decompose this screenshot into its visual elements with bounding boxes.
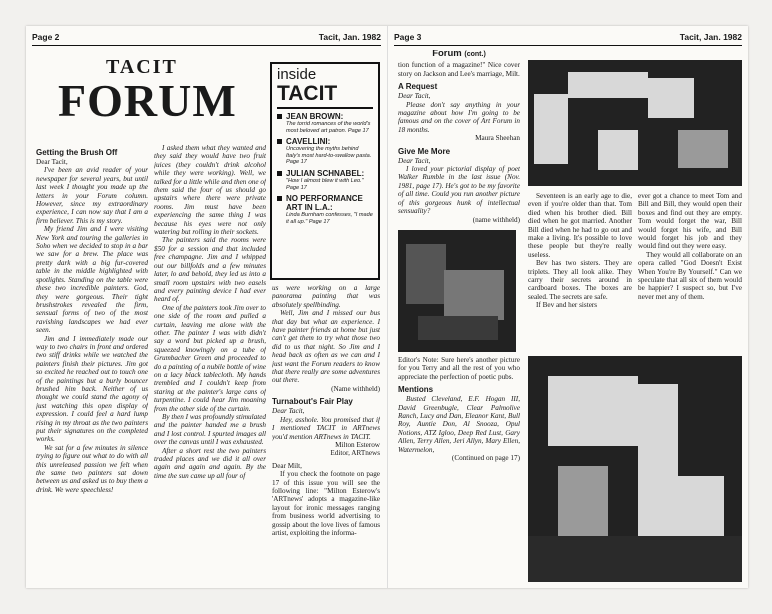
letter-paragraph: After a short rest the two painters traded places and we did it all over again and again and again. By the time the sun came up all four of <box>154 446 266 480</box>
inside-item-name: JEAN BROWN: <box>286 112 344 121</box>
page-number: Page 3 <box>394 32 422 42</box>
signature-title: Editor, ARTnews <box>330 449 380 458</box>
letter-paragraph: I asked them what they wanted and they said they would have two fruit juices (they couldn't drink alcohol while they were working). Well, we talked for a little while and then one of them said the four of us should go upstairs where there were private rooms. Jim must have been experiencing the same thing I was because his eyes were not only watering but rolling in their sockets. <box>154 144 266 237</box>
inside-item-desc: Uncovering the myths behind Italy's most hard-to-swallow pasta. Page 17 <box>286 146 372 166</box>
sisters-photo <box>528 356 742 582</box>
inside-item-name: JULIAN SCHNABEL: <box>286 168 365 178</box>
letter-paragraph: tion function of a magazine!" Nice cover story on Jackson and Lee's marriage, Milt. <box>398 61 520 78</box>
letter-paragraph: One of the painters took Jim over to one side of the room and pulled a curtain, leaving me alone with the other. The painter I was with didn't say a word but picked up a brush, squeezed knowingly on a tube of Grumbacher Green and proceeded to do a painting of a nubile bottle of wine on a lacy black tablecloth. My hands trembled and I couldn't keep from staring at the painter's large cans of turpentine. I could hear Jim moaning from the other side of the curtain. <box>154 303 266 413</box>
poet-photo <box>398 230 516 352</box>
header-rule <box>394 45 742 46</box>
inside-tacit-box <box>270 62 380 280</box>
letter-paragraph: Well, Jim and I missed our bus that day but what an experience. I have painter friends at home but just can't get them to try what those two did to us that night. So Jim and I head back as often as we can and I just want the Forum readers to know that there really are some adventures out there. <box>272 309 380 385</box>
story-paragraph: They would all collaborate on an opera called "God Doesn't Exist When You're By Yourself." Can we speculate that all six of them would be happier? I suspect so, but I've never met any of them. <box>638 250 742 301</box>
letter-heading: Give Me More <box>398 146 451 156</box>
signature: Maura Sheehan <box>475 134 520 143</box>
column-5 <box>528 192 632 354</box>
masthead-forum: FORUM <box>58 75 237 126</box>
inside-item <box>277 112 373 134</box>
letter-paragraph: us were working on a large panorama painting that was absolutely spellbinding. <box>272 284 380 309</box>
letter-heading: A Request <box>398 82 438 92</box>
letter-paragraph: If you check the footnote on page 17 of this issue you will see the following line: "Milton Esterow's 'ARTnews' adopts a magazine-like layout for ironic messages ranging from business world advertising to gossip about the love lives of famous artist, exploiting the informa- <box>272 470 380 537</box>
square-bullet-icon <box>277 171 282 176</box>
salutation: Dear Tacit, <box>398 92 431 101</box>
inside-item <box>277 169 373 191</box>
inside-item-name: NO PERFORMANCE ART IN L.A.: <box>286 194 363 213</box>
letter-paragraph: Hey, asshole. You promised that if I mentioned TACIT in ARTnews you'd mention ARTnews in TACIT. <box>272 415 380 441</box>
page-number: Page 2 <box>32 32 60 42</box>
newspaper-spread <box>26 26 748 588</box>
column-2 <box>154 144 266 584</box>
inside-item-name: CAVELLINI: <box>286 137 331 147</box>
masthead <box>36 50 268 142</box>
story-paragraph: ever got a chance to meet Tom and Bill and Bill, they would open their boxes and find out they are empty. Tom would forget the war, Bill would forget his wife, and Bill would forget his job and they would find out they were easy. <box>638 192 742 251</box>
column-1 <box>36 144 148 584</box>
header-rule <box>32 45 381 46</box>
page-3 <box>387 26 748 588</box>
salutation: Dear Tacit, <box>398 156 431 165</box>
column-4 <box>398 50 520 584</box>
story-paragraph: Bev has two sisters. They are triplets. They all look alike. They carry their secrets around in cardboard boxes. The boxes are sealed. The secrets are safe. <box>528 259 632 301</box>
inside-item-desc: The torrid romances of the world's most beloved art patron. Page 17 <box>286 121 371 134</box>
dancers-photo <box>528 60 742 186</box>
square-bullet-icon <box>277 196 282 201</box>
continued-note: (Continued on page 17) <box>451 453 520 462</box>
story-paragraph: Seventeen is an early age to die, even if you're older than that. Tom died when his brother died. Bill died when he got married. Another Bill died when he had to go out and make a living. It's possible to love these people but they're really useless. <box>528 192 632 259</box>
inside-item-desc: "How I almost blew it with Leo." Page 17 <box>286 177 364 191</box>
letter-paragraph: Please don't say anything in your magazine about how I'm going to be famous and on the cover of Art Forum in 18 months. <box>398 100 520 134</box>
letter-paragraph: Jim and I immediately made our way to two chairs in front and ordered two stiff drinks while we watched the painters finish their pictures. Jim got so excited he reached out to touch one of the paintings but a burly bouncer brushed him back. Neither of us thought we could stand the agony of just watching this open display of expression. I could feel a hard lump rising in my throat as the two painters put their signatures on the completed works. <box>36 334 148 444</box>
forum-heading: Forum <box>432 50 462 59</box>
letter-heading: Mentions <box>398 385 434 395</box>
salutation: Dear Tacit, <box>36 158 68 166</box>
story-paragraph: If Bev and her sisters <box>536 301 598 310</box>
letter-paragraph: I've been an avid reader of your newspaper for several years, but until last week I thought you made up the letters in your Forum column. However, since my extraordinary experience, I can now say that I am a firm believer. This is my story. <box>36 166 148 225</box>
column-3 <box>272 284 380 584</box>
inside-title-tacit: TACIT <box>277 83 373 109</box>
issue-date: Tacit, Jan. 1982 <box>318 32 381 42</box>
letter-paragraph: We sat for a few minutes in silence trying to figure out what to do with all this unreleased passion we felt when the same two painters sat down between us and asked us to buy them a drink. We were speechless! <box>36 443 148 494</box>
salutation: Dear Tacit, <box>272 407 305 416</box>
letter-heading: Getting the Brush Off <box>36 148 118 157</box>
letter-paragraph: By then I was profoundly stimulated and the painter handed me a brush and I lost control. I spurted images all over the canvas until I was exhausted. <box>154 413 266 447</box>
inside-title: inside <box>277 66 317 83</box>
column-6 <box>638 192 742 354</box>
page-2 <box>26 26 387 588</box>
salutation: Dear Milt, <box>272 461 302 470</box>
inside-item-desc: Linda Burnham confesses, "I made it all up." Page 17 <box>286 212 373 225</box>
signature: (name withheld) <box>472 215 520 224</box>
page-header <box>394 32 742 44</box>
issue-date: Tacit, Jan. 1982 <box>679 32 742 42</box>
square-bullet-icon <box>277 139 282 144</box>
square-bullet-icon <box>277 114 282 119</box>
signature: Milton Esterow <box>335 440 380 449</box>
masthead-tacit: TACIT <box>106 56 178 78</box>
letter-paragraph: I loved your pictorial display of poet Walker Rumble in the last issue (Nov. 1981, page 17). He's got to be my favorite of all time. Could you run another picture of this gorgeous hunk of intellectual sensuality? <box>398 165 520 216</box>
letter-paragraph: The painters said the rooms were $50 for a session and that included free champagne. Jim and I whipped out our billfolds and a few minutes later, lo and behold, they led us into a small room upstairs with two easels and every painting device I had ever heard of. <box>154 236 266 304</box>
letter-heading: Turnabout's Fair Play <box>272 397 353 407</box>
signature: (Name withheld) <box>331 384 380 393</box>
inside-item <box>277 137 373 166</box>
page-header <box>32 32 381 44</box>
editor-note: Editor's Note: Sure here's another picture for you Terry and all the rest of you who appreciate the perfection of poetic pubs. <box>398 355 520 381</box>
forum-continued-heading <box>398 50 520 59</box>
forum-heading-cont: (cont.) <box>464 51 486 58</box>
inside-item <box>277 194 373 225</box>
mentions-list: Busted Cleveland, E.F. Hogan III, David Greenbugle, Clear Palmolive Ranch, Lucy and Dan, Eleanor Kant, Bull Roy, Auntie Don, Al Snooza, Opul Notions, ATZ Igloo, Deep Red Lust, Gary Allen, Terry Allen, Jeri Allyn, Mary Ellen, Watermelon, <box>398 395 520 454</box>
letter-paragraph: My friend Jim and I were visiting New York and touring the galleries in Soho when we decided to stop in a bar we saw for a brew. The place was pretty dark with a big fur-covered table in the middle highlighted with spotlights. Standing on the table were these two incredible painters. God, they were gorgeous. Their tight brushstrokes revealed the firm, sensual forms of two of the most ravishing landscapes we had ever seen. <box>36 225 148 335</box>
